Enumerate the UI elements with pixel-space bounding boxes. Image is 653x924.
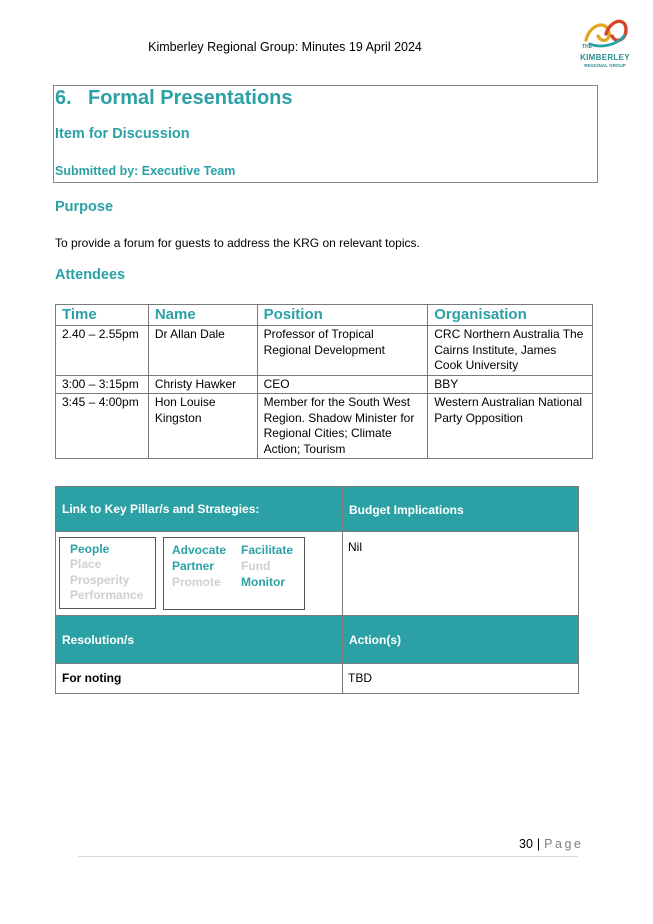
cell-time: 2.40 – 2.55pm <box>56 326 149 376</box>
logo-sub-text: REGIONAL GROUP <box>584 63 626 68</box>
purpose-heading: Purpose <box>55 199 114 215</box>
strategy-advocate: Advocate <box>172 543 227 557</box>
submitted-by: Submitted by: Executive Team <box>55 164 236 178</box>
table-row <box>56 375 593 394</box>
cell-organisation: BBY <box>428 375 593 394</box>
page-separator: | <box>536 837 541 851</box>
col-header-position: Position <box>257 305 428 326</box>
table-row <box>56 394 593 459</box>
cell-position: Member for the South West Region. Shadow Minister for Regional Cities; Climate Action; Tourism <box>257 394 428 459</box>
cell-name: Hon Louise Kingston <box>148 394 257 459</box>
pillars-box <box>59 537 156 609</box>
strategy-fund: Fund <box>241 559 271 573</box>
logo-small-text: THE <box>582 44 592 50</box>
strategy-table <box>55 486 579 694</box>
cell-time: 3:45 – 4:00pm <box>56 394 149 459</box>
cell-position: CEO <box>257 375 428 394</box>
row-divider <box>56 531 578 532</box>
link-pillars-header: Link to Key Pillar/s and Strategies: <box>56 487 342 531</box>
table-header-row <box>56 305 593 326</box>
cell-name: Christy Hawker <box>148 375 257 394</box>
col-header-name: Name <box>148 305 257 326</box>
page-footer <box>519 837 583 851</box>
attendees-table <box>55 304 593 459</box>
cell-name: Dr Allan Dale <box>148 326 257 376</box>
strategy-partner: Partner <box>172 559 215 573</box>
budget-value: Nil <box>348 540 362 554</box>
strategy-facilitate: Facilitate <box>241 543 294 557</box>
row-divider <box>56 663 578 664</box>
footer-divider <box>78 856 578 857</box>
section-title: Formal Presentations <box>88 87 293 109</box>
col-header-time: Time <box>56 305 149 326</box>
pillar-place: Place <box>70 557 102 571</box>
cell-organisation: Western Australian National Party Opposition <box>428 394 593 459</box>
purpose-text: To provide a forum for guests to address the KRG on relevant topics. <box>55 236 420 250</box>
page-label: Page <box>544 837 584 851</box>
logo-main-text: KIMBERLEY <box>580 53 630 62</box>
pillar-performance: Performance <box>70 588 144 602</box>
cell-time: 3:00 – 3:15pm <box>56 375 149 394</box>
action-header: Action(s) <box>343 616 578 663</box>
pillar-people: People <box>70 542 110 556</box>
cell-position: Professor of Tropical Regional Development <box>257 326 428 376</box>
table-row <box>56 326 593 376</box>
kimberley-logo <box>576 12 634 70</box>
pillar-prosperity: Prosperity <box>70 573 130 587</box>
section-heading <box>55 87 293 110</box>
strategy-promote: Promote <box>172 575 221 589</box>
attendees-heading: Attendees <box>55 267 126 283</box>
strategies-box <box>163 537 305 610</box>
column-divider <box>342 487 343 693</box>
resolution-header: Resolution/s <box>56 616 342 663</box>
budget-header: Budget Implications <box>343 487 578 531</box>
section-number: 6. <box>55 87 72 109</box>
item-for-discussion: Item for Discussion <box>55 126 190 142</box>
action-value: TBD <box>348 671 372 685</box>
page-number: 30 <box>519 837 533 851</box>
strategy-monitor: Monitor <box>241 575 285 589</box>
col-header-organisation: Organisation <box>428 305 593 326</box>
page-header-title: Kimberley Regional Group: Minutes 19 April 2024 <box>148 40 422 54</box>
cell-organisation: CRC Northern Australia The Cairns Institute, James Cook University <box>428 326 593 376</box>
resolution-value: For noting <box>62 671 122 685</box>
